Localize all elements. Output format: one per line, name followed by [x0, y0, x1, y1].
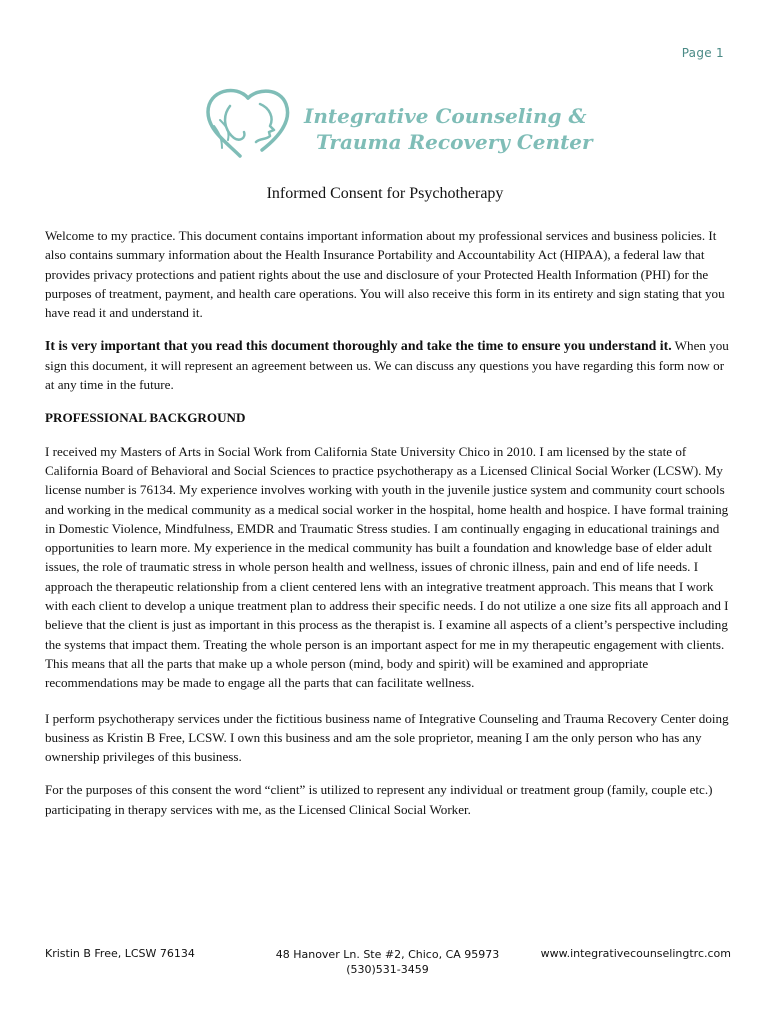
important-paragraph: [45, 336, 731, 394]
footer-address-block: [270, 947, 505, 977]
footer-address: 48 Hanover Ln. Ste #2, Chico, CA 95973: [275, 948, 500, 961]
document-title: Informed Consent for Psychotherapy: [266, 185, 504, 202]
logo: [200, 86, 593, 166]
document-body: [45, 226, 731, 833]
heart-face-icon: [200, 86, 300, 166]
section-heading: PROFESSIONAL BACKGROUND: [45, 410, 246, 426]
footer-website: www.integrativecounselingtrc.com: [540, 947, 731, 960]
important-rest: When you sign this document, it will represent an agreement between us. We can discuss any questions you have regarding this form now or at any time in the future.: [45, 338, 729, 393]
logo-text-line1: Integrative Counseling &: [304, 104, 587, 128]
page-number: Page 1: [681, 46, 724, 60]
welcome-paragraph: Welcome to my practice. This document contains important information about my professional services and business policies. It also contains summary information about the Health Insurance Portability and Accountability Act (HIPAA), a federal law that provides privacy protections and patient rights about the use and disclosure of your Protected Health Information (PHI) for the purposes of treatment, payment, and health care operations. You will also receive this form in its entirety and sign stating that you have read it and understand it.: [45, 228, 725, 321]
background-paragraph: I received my Masters of Arts in Social Work from California State University Chico in 2010. I am licensed by the state of California Board of Behavioral and Social Sciences to practice psychotherapy as a Licensed Clinical Social Worker (LCSW). My license number is 76134. My experience involves working with youth in the juvenile justice system and community court schools and working in the medical community as a medical social worker in the hospital, home health and hospice. I have formal training in Domestic Violence, Mindfulness, EMDR and Traumatic Stress studies. I am continually engaging in educational trainings and opportunities to learn more. My experience in the medical community has built a foundation and knowledge base of elder adult issues, the role of traumatic stress in whole person health and wellness, issues of chronic illness, pain and end of life needs. I approach the therapeutic relationship from a client centered lens with an integrative treatment approach. This means that I work with each client to develop a unique treatment plan to address their specific needs. I do not utilize a one size fits all approach and I believe that the client is just as important in this process as the therapist is. I examine all aspects of a client’s perspective including the systems that impact them. Treating the whole person is an important aspect for me in my therapeutic engagement with clients. This means that all the parts that make up a whole person (mind, body and spirit) will be examined and appropriate recommendations may be made to engage all the parts that can facilitate wellness.: [45, 443, 729, 691]
important-lead: It is very important that you read this document thoroughly and take the time to ensure you understand it.: [45, 338, 672, 354]
footer-phone: (530)531-3459: [346, 963, 429, 976]
business-paragraph: I perform psychotherapy services under the fictitious business name of Integrative Counseling and Trauma Recovery Center doing business as Kristin B Free, LCSW. I own this business and am the sole proprietor, meaning I am the only person who has any ownership privileges of this business.: [45, 710, 729, 765]
logo-text-line2: Trauma Recovery Center: [316, 130, 593, 154]
footer-name: Kristin B Free, LCSW 76134: [45, 947, 195, 960]
client-definition-paragraph: For the purposes of this consent the word “client” is utilized to represent any individual or treatment group (family, couple etc.) participating in therapy services with me, as the Licensed Clinical Social Worker.: [45, 782, 713, 817]
